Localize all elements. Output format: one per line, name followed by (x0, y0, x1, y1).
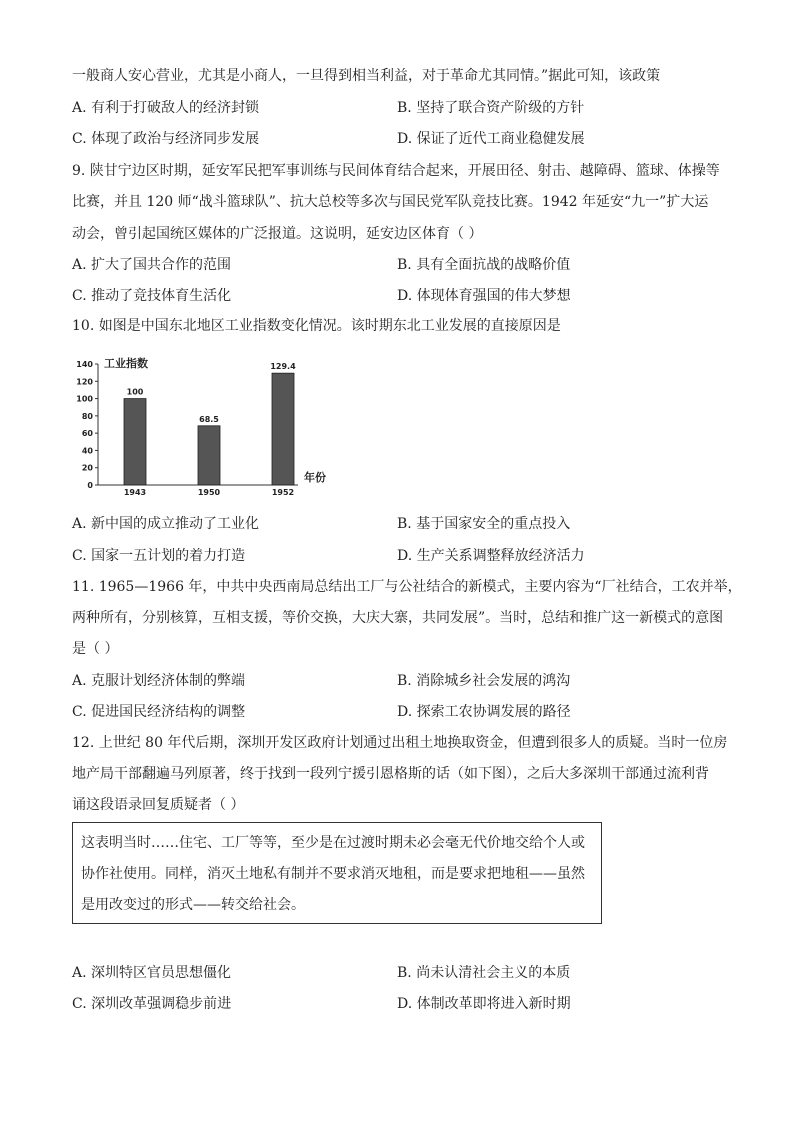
q12-stem-line-3: 诵这段语录回复质疑者（ ） (72, 797, 245, 813)
q12-stem-line-1: 12. 上世纪 80 年代后期，深圳开发区政府计划通过出租土地换取资金，但遭到很多人的质疑。当时一位房 (72, 735, 728, 751)
quote-line-2: 协作社使用。同样，消灭土地私有制并不要求消灭地租，而是要求把地租——虽然 (81, 866, 585, 882)
q12-stem-line-2: 地产局干部翻遍马列原著，终于找到一段列宁援引恩格斯的话（如下图），之后大多深圳干部通过流利背 (72, 766, 709, 782)
q10-option-b: B. 基于国家安全的重点投入 (397, 516, 571, 532)
bar-value-label: 100 (126, 387, 144, 397)
industry-index-chart (70, 352, 340, 502)
bar-value-label: 129.4 (270, 362, 296, 372)
y-tick-label: 60 (81, 429, 93, 439)
q12-option-a: A. 深圳特区官员思想僵化 (72, 965, 232, 981)
bar-value-label: 68.5 (199, 414, 219, 424)
q8-option-a: A. 有利于打破敌人的经济封锁 (72, 100, 260, 116)
q8-stem-continuation: 一般商人安心营业，尤其是小商人，一旦得到相当利益，对于革命尤其同情。”据此可知，该政策 (72, 68, 661, 84)
x-axis-title: 年份 (304, 471, 326, 484)
y-tick-label: 100 (76, 394, 93, 404)
q11-option-b: B. 消除城乡社会发展的鸿沟 (397, 673, 571, 689)
q11-option-d: D. 探索工农协调发展的路径 (397, 704, 571, 720)
q11-stem-line-3: 是（ ） (72, 641, 119, 657)
q12-option-b: B. 尚未认清社会主义的本质 (397, 965, 571, 981)
q10-option-d: D. 生产关系调整释放经济活力 (397, 548, 585, 564)
x-tick-label: 1943 (123, 488, 147, 497)
q11-stem-line-2: 两种所有，分别核算，互相支援，等价交换，大庆大寨，共同发展”。当时，总结和推广这一新模式的意图 (72, 610, 724, 626)
y-tick-label: 120 (76, 377, 93, 387)
y-tick-label: 0 (87, 481, 93, 490)
q9-stem-line-2: 比赛，并且 120 师“战斗篮球队”、抗大总校等多次与国民党军队竞技比赛。1942 年延安“九一”扩大运 (72, 194, 709, 210)
y-tick-label: 20 (81, 463, 93, 473)
y-tick-label: 40 (81, 446, 93, 456)
quote-line-3: 是用改变过的形式——转交给社会。 (81, 897, 305, 913)
q8-option-c: C. 体现了政治与经济同步发展 (72, 131, 260, 147)
x-tick-label: 1952 (271, 488, 295, 497)
q11-stem-line-1: 11. 1965—1966 年，中共中央西南局总结出工厂与公社结合的新模式，主要内容为“厂社结合，工农并举， (72, 579, 742, 595)
q8-option-b: B. 坚持了联合资产阶级的方针 (397, 100, 585, 116)
q12-option-c: C. 深圳改革强调稳步前进 (72, 996, 232, 1012)
q9-stem-line-3: 动会，曾引起国统区媒体的广泛报道。这说明，延安边区体育（ ） (72, 226, 483, 242)
q8-option-d: D. 保证了近代工商业稳健发展 (397, 131, 585, 147)
q10-option-c: C. 国家一五计划的着力打造 (72, 548, 246, 564)
quote-line-1: 这表明当时……住宅、工厂等等，至少是在过渡时期未必会毫无代价地交给个人或 (81, 835, 585, 851)
quote-box (72, 822, 602, 924)
q9-option-d: D. 体现体育强国的伟大梦想 (397, 288, 571, 304)
q9-option-a: A. 扩大了国共合作的范围 (72, 257, 232, 273)
q9-option-b: B. 具有全面抗战的战略价值 (397, 257, 571, 273)
y-tick-label: 140 (76, 360, 93, 369)
q11-option-c: C. 促进国民经济结构的调整 (72, 704, 246, 720)
bar-1952 (272, 373, 294, 485)
q12-option-d: D. 体制改革即将进入新时期 (397, 996, 571, 1012)
q10-stem: 10. 如图是中国东北地区工业指数变化情况。该时期东北工业发展的直接原因是 (72, 318, 561, 334)
q9-option-c: C. 推动了竞技体育生活化 (72, 288, 232, 304)
y-axis-title: 工业指数 (104, 357, 148, 370)
q10-option-a: A. 新中国的成立推动了工业化 (72, 516, 260, 532)
q9-stem-line-1: 9. 陕甘宁边区时期，延安军民把军事训练与民间体育结合起来，开展田径、射击、越障碍、篮球、体操等 (72, 163, 720, 179)
bar-1943 (124, 399, 146, 485)
x-tick-label: 1950 (197, 488, 221, 497)
y-tick-label: 80 (81, 411, 93, 421)
bar-1950 (198, 426, 220, 485)
q11-option-a: A. 克服计划经济体制的弊端 (72, 673, 246, 689)
